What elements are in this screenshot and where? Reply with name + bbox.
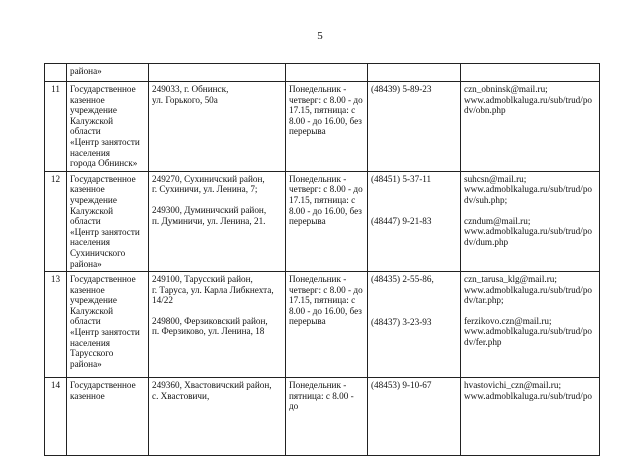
address-secondary: 249300, Думиничский район, п. Думиничи, ул. Ленина, 21. xyxy=(152,204,267,226)
contacts-cell xyxy=(461,82,600,172)
address-primary: 249033, г. Обнинск, ул. Горького, 50а xyxy=(152,84,229,105)
address-cell xyxy=(149,64,286,82)
hours-cell xyxy=(286,64,368,82)
address-secondary: 249800, Ферзиковский район, п. Ферзиково, ул. Ленина, 18 xyxy=(152,315,268,337)
phone-primary: (48451) 5-37-11 xyxy=(371,173,432,184)
num-cell: 14 xyxy=(45,378,67,456)
phone-cell xyxy=(368,64,461,82)
contacts-secondary: czndum@mail.ru; www.admoblkaluga.ru/sub/trud/po dv/dum.php xyxy=(464,215,593,247)
num-cell: 12 xyxy=(45,171,67,271)
table-row xyxy=(45,171,600,271)
hours-cell: Понедельник - четверг: с 8.00 - до 17.15, пятница: с 8.00 - до 16.00, без перерыва xyxy=(286,82,368,172)
contacts-primary: czn_tarusa_klg@mail.ru; www.admoblkaluga.ru/sub/trud/po dv/tar.php; xyxy=(464,274,593,306)
contacts-primary: hvastovichi_czn@mail.ru; www.admoblkaluga.ru/sub/trud/po xyxy=(464,380,593,401)
contacts-primary: suhcsn@mail.ru; www.admoblkaluga.ru/sub/trud/po dv/suh.php; xyxy=(464,173,593,205)
contacts-primary: czn_obninsk@mail.ru; www.admoblkaluga.ru/sub/trud/po dv/obn.php xyxy=(464,84,593,116)
address-cell xyxy=(149,171,286,271)
org-cell: Государственное казенное xyxy=(67,378,149,456)
hours-cell: Понедельник - четверг: с 8.00 - до 17.15, пятница: с 8.00 - до 16.00, без перерыва xyxy=(286,272,368,378)
address-cell xyxy=(149,82,286,172)
contacts-cell xyxy=(461,378,600,456)
hours-cell: Понедельник - четверг: с 8.00 - до 17.15, пятница: с 8.00 - до 16.00, без перерыва xyxy=(286,171,368,271)
contacts-cell xyxy=(461,171,600,271)
phone-primary: (48453) 9-10-67 xyxy=(371,380,432,391)
num-cell: 13 xyxy=(45,272,67,378)
num-cell: 11 xyxy=(45,82,67,172)
phone-primary: (48439) 5-89-23 xyxy=(371,84,432,94)
page-number: 5 xyxy=(317,30,323,42)
address-primary: 249100, Тарусский район, г. Таруса, ул. Карла Либкнехта, 14/22 xyxy=(152,274,274,306)
address-cell xyxy=(149,272,286,378)
hours-cell: Понедельник - пятница: с 8.00 - до xyxy=(286,378,368,456)
org-cell: Государственное казенное учреждение Калужской области «Центр занятости населения Тарусского района» xyxy=(67,272,149,378)
org-cell: Государственное казенное учреждение Калужской области «Центр занятости населения города Обнинск» xyxy=(67,82,149,172)
num-cell xyxy=(45,64,67,82)
org-cell: Государственное казенное учреждение Калужской области «Центр занятости населения Сухиничского района» xyxy=(67,171,149,271)
table-row-continuation xyxy=(45,64,600,82)
table-row xyxy=(45,272,600,378)
phone-cell xyxy=(368,82,461,172)
table-row xyxy=(45,82,600,172)
address-cell xyxy=(149,378,286,456)
phone-secondary: (48437) 3-23-93 xyxy=(371,316,432,327)
contacts-cell xyxy=(461,64,600,82)
address-primary: 249270, Сухиничский район, г. Сухиничи, ул. Ленина, 7; xyxy=(152,173,265,195)
phone-cell xyxy=(368,171,461,271)
table-row xyxy=(45,378,600,456)
contacts-cell xyxy=(461,272,600,378)
org-cell: района» xyxy=(67,64,149,82)
phone-secondary: (48447) 9-21-83 xyxy=(371,216,432,227)
phone-cell xyxy=(368,378,461,456)
phone-primary: (48435) 2-55-86, xyxy=(371,274,434,285)
employment-centers-table xyxy=(44,63,600,456)
contacts-secondary: ferzikovo.czn@mail.ru; www.admoblkaluga.ru/sub/trud/po dv/fer.php xyxy=(464,315,593,348)
phone-cell xyxy=(368,272,461,378)
address-primary: 249360, Хвастовичский район, с. Хвастовичи, xyxy=(152,380,272,401)
